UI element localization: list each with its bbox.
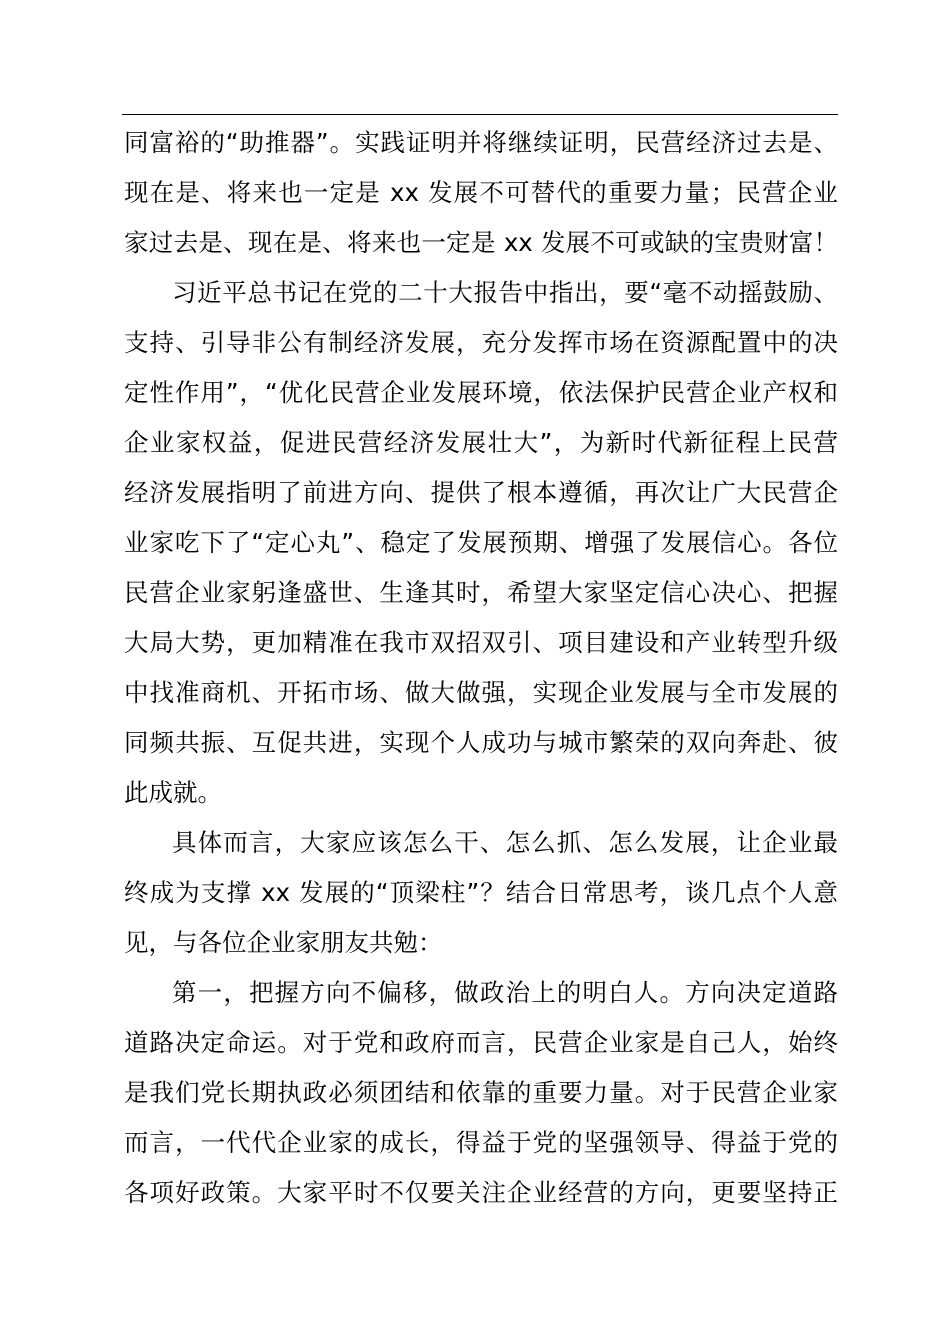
text-line: 现在是、将来也一定是 xx 发展不可替代的重要力量；民营企业 (124, 178, 838, 207)
text-line: 定性作用”，“优化民营企业发展环境，依法保护民营企业产权和 (124, 378, 838, 407)
text-line: 是我们党长期执政必须团结和依靠的重要力量。对于民营企业家 (124, 1078, 838, 1107)
text-line: 同频共振、互促共进，实现个人成功与城市繁荣的双向奔赴、彼 (124, 728, 838, 757)
text-line: 同富裕的“助推器”。实践证明并将继续证明，民营经济过去是、 (124, 128, 838, 157)
text-line: 支持、引导非公有制经济发展，充分发挥市场在资源配置中的决 (124, 328, 838, 357)
text-line: 此成就。 (124, 778, 222, 807)
text-line: 各项好政策。大家平时不仅要关注企业经营的方向，更要坚持正 (124, 1178, 838, 1207)
text-line: 企业家权益，促进民营经济发展壮大”，为新时代新征程上民营 (124, 428, 838, 457)
text-line: 大局大势，更加精准在我市双招双引、项目建设和产业转型升级 (124, 628, 838, 657)
text-line: 习近平总书记在党的二十大报告中指出，要“毫不动摇鼓励、 (172, 278, 838, 307)
text-line: 家过去是、现在是、将来也一定是 xx 发展不可或缺的宝贵财富！ (124, 228, 838, 257)
text-line: 而言，一代代企业家的成长，得益于党的坚强领导、得益于党的 (124, 1128, 838, 1157)
text-line: 民营企业家躬逢盛世、生逢其时，希望大家坚定信心决心、把握 (124, 578, 838, 607)
header-rule (122, 114, 838, 115)
text-line: 经济发展指明了前进方向、提供了根本遵循，再次让广大民营企 (124, 478, 838, 507)
text-line: 见，与各位企业家朋友共勉： (124, 928, 443, 957)
text-line: 第一，把握方向不偏移，做政治上的明白人。方向决定道路 (172, 978, 838, 1007)
text-line: 中找准商机、开拓市场、做大做强，实现企业发展与全市发展的 (124, 678, 838, 707)
text-line: 业家吃下了“定心丸”、稳定了发展预期、增强了发展信心。各位 (124, 528, 838, 557)
text-line: 终成为支撑 xx 发展的“顶梁柱”？结合日常思考，谈几点个人意 (124, 878, 838, 907)
text-line: 具体而言，大家应该怎么干、怎么抓、怎么发展，让企业最 (172, 828, 838, 857)
text-line: 道路决定命运。对于党和政府而言，民营企业家是自己人，始终 (124, 1028, 838, 1057)
